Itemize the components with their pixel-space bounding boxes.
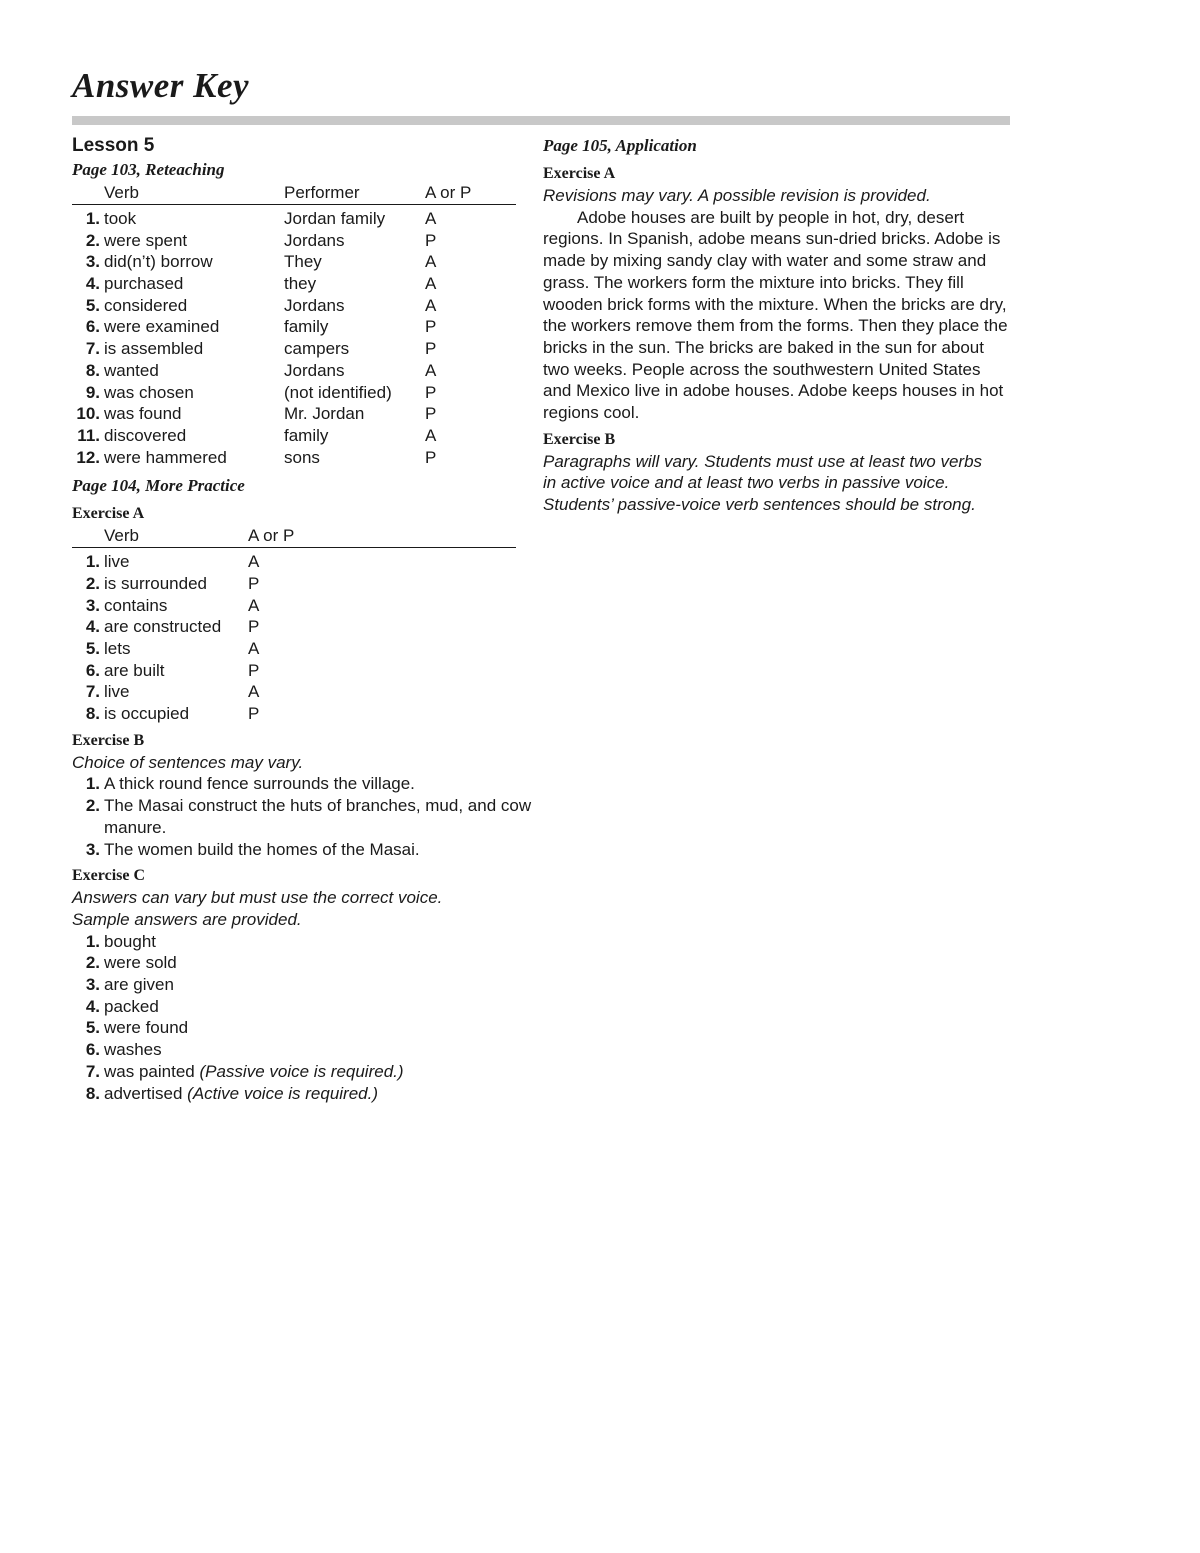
item-text: advertised [104, 1083, 183, 1103]
table-row [72, 382, 542, 404]
item-number: 3. [85, 975, 100, 995]
list-item [72, 1061, 542, 1083]
table-row [72, 208, 542, 230]
table-row [72, 273, 542, 295]
item-number: 3. [85, 595, 100, 615]
list-item [72, 1083, 542, 1105]
performer-cell: family [284, 425, 329, 445]
performer-cell: (not identified) [284, 382, 392, 402]
voice-cell: P [248, 660, 260, 680]
verb-cell: were examined [104, 317, 220, 337]
table-row [72, 425, 542, 447]
item-number: 1. [85, 209, 100, 228]
app-exercise-b-note: Paragraphs will vary. Students must use at least two verbs in active voice and at least two verbs in passive voice. Students’ passive-voice verb sentences should be strong. [543, 451, 983, 515]
voice-cell: A [425, 425, 437, 445]
performer-cell: Jordan family [284, 209, 386, 228]
table-row [72, 403, 542, 425]
exercise-b-note: Choice of sentences may vary. [72, 752, 304, 772]
list-item [72, 1039, 542, 1061]
item-number: 5. [85, 639, 100, 658]
voice-cell: A [248, 595, 260, 615]
item-text: The women build the homes of the Masai. [104, 839, 420, 859]
exercise-b-list [72, 773, 542, 860]
verb-cell: did(n’t) borrow [104, 252, 213, 272]
table-row [72, 595, 542, 617]
item-number: 2. [85, 573, 100, 593]
app-exercise-b-heading: Exercise B [543, 430, 616, 448]
exercise-c-note: Answers can vary but must use the correct voice. Sample answers are provided. [72, 888, 443, 929]
verb-cell: are constructed [104, 617, 222, 637]
exercise-c-heading: Exercise C [72, 867, 146, 885]
reteaching-heading: Page 103, Reteaching [72, 160, 225, 179]
item-number: 2. [85, 953, 100, 973]
exercise-a-table-body [72, 551, 542, 725]
verb-cell: purchased [104, 274, 184, 294]
voice-cell: P [425, 339, 437, 359]
item-text: packed [104, 996, 159, 1016]
item-text: bought [104, 931, 156, 951]
table-row [72, 551, 542, 573]
performer-cell: they [284, 274, 317, 294]
voice-cell: P [248, 704, 260, 724]
list-item [72, 773, 542, 795]
verb-cell: were spent [104, 230, 188, 250]
voice-cell: A [425, 252, 437, 272]
item-text: A thick round fence surrounds the village. [104, 774, 415, 794]
list-item [72, 952, 542, 974]
voice-cell: A [425, 209, 437, 228]
item-note: (Active voice is required.) [187, 1083, 379, 1103]
exercise-c-list [72, 931, 542, 1105]
verb-cell: was chosen [104, 382, 194, 402]
exercise-b-heading: Exercise B [72, 731, 145, 749]
item-number: 6. [85, 660, 100, 680]
table-row [72, 230, 542, 252]
item-number: 7. [85, 339, 100, 359]
list-item [72, 974, 542, 996]
app-exercise-a-note: Revisions may vary. A possible revision is provided. [543, 186, 931, 205]
right-column [543, 134, 1013, 516]
verb-cell: wanted [104, 360, 159, 380]
voice-cell: A [248, 682, 260, 702]
exercise-a-table-header [72, 525, 516, 548]
item-number: 2. [85, 796, 100, 816]
voice-cell: P [248, 617, 260, 637]
item-text: were found [104, 1018, 189, 1038]
item-number: 8. [85, 1083, 100, 1103]
item-number: 12. [76, 447, 100, 467]
item-number: 11. [77, 425, 100, 445]
header-verb: Verb [104, 183, 139, 202]
left-column [72, 134, 542, 1104]
table-row [72, 360, 542, 382]
item-number: 7. [85, 1061, 100, 1081]
table-row [72, 251, 542, 273]
voice-cell: A [425, 295, 437, 315]
item-number: 5. [85, 1018, 100, 1038]
item-number: 6. [85, 317, 100, 337]
table-row [72, 703, 542, 725]
item-number: 10. [76, 404, 100, 424]
voice-cell: P [248, 573, 260, 593]
item-number: 7. [85, 682, 100, 702]
item-number: 1. [85, 552, 100, 572]
item-number: 3. [85, 839, 100, 859]
lesson-heading: Lesson 5 [72, 135, 155, 156]
header-performer: Performer [284, 183, 360, 202]
performer-cell: Jordans [284, 295, 345, 315]
item-number: 3. [85, 252, 100, 272]
item-text: The Masai construct the huts of branches, mud, and cow manure. [104, 796, 532, 837]
table-row [72, 316, 542, 338]
item-text: washes [104, 1040, 162, 1060]
voice-cell: P [425, 447, 437, 467]
voice-cell: P [425, 230, 437, 250]
performer-cell: family [284, 317, 329, 337]
verb-cell: considered [104, 295, 188, 315]
list-item [72, 1017, 542, 1039]
voice-cell: A [248, 639, 260, 658]
verb-cell: is assembled [104, 339, 204, 359]
performer-cell: Jordans [284, 360, 345, 380]
table-row [72, 660, 542, 682]
table-row [72, 638, 542, 660]
application-heading: Page 105, Application [543, 136, 697, 155]
verb-cell: was found [104, 404, 182, 424]
item-number: 5. [85, 295, 100, 315]
verb-cell: discovered [104, 425, 187, 445]
verb-cell: is surrounded [104, 573, 208, 593]
item-note: (Passive voice is required.) [199, 1061, 404, 1081]
list-item [72, 795, 542, 838]
verb-cell: are built [104, 660, 165, 680]
voice-cell: A [248, 552, 260, 572]
table-row [72, 447, 542, 469]
item-number: 4. [85, 617, 100, 637]
voice-cell: P [425, 317, 437, 337]
item-number: 8. [85, 360, 100, 380]
verb-cell: live [104, 552, 130, 572]
list-item [72, 931, 542, 953]
header-verb: Verb [104, 526, 139, 546]
verb-cell: contains [104, 595, 168, 615]
voice-cell: A [425, 274, 437, 294]
title-rule [72, 116, 1010, 125]
item-text: are given [104, 975, 174, 995]
verb-cell: live [104, 682, 130, 702]
performer-cell: Jordans [284, 230, 345, 250]
verb-cell: were hammered [104, 447, 227, 467]
exercise-a-heading: Exercise A [72, 505, 145, 523]
verb-cell: is occupied [104, 704, 190, 724]
item-number: 4. [85, 996, 100, 1016]
item-text: was painted [104, 1061, 195, 1081]
item-number: 6. [85, 1040, 100, 1060]
table-row [72, 616, 542, 638]
app-exercise-a-paragraph: Adobe houses are built by people in hot, dry, desert regions. In Spanish, adobe means sun-dried bricks. Adobe is made by mixing sandy clay with water and some straw and grass. The workers form the mixture into bricks. They fill wooden brick forms with the mixture. When the bricks are dry, the workers remove them from the forms. Then they place the bricks in the sun. The bricks are baked in the sun for about two weeks. People across the southwestern United States and Mexico live in adobe houses. Adobe keeps houses in hot regions cool. [543, 207, 1008, 423]
item-text: were sold [104, 953, 177, 973]
verb-cell: lets [104, 639, 131, 658]
item-number: 1. [85, 774, 100, 794]
performer-cell: Mr. Jordan [284, 404, 365, 424]
item-number: 1. [85, 931, 100, 951]
item-number: 8. [85, 704, 100, 724]
performer-cell: sons [284, 447, 320, 467]
table-row [72, 295, 542, 317]
voice-cell: P [425, 382, 437, 402]
more-practice-heading: Page 104, More Practice [72, 476, 245, 496]
header-a-or-p: A or P [425, 183, 472, 202]
reteaching-table-body [72, 208, 542, 468]
voice-cell: A [425, 360, 437, 380]
app-exercise-a-heading: Exercise A [543, 165, 616, 182]
list-item [72, 996, 542, 1018]
performer-cell: They [284, 252, 322, 272]
table-row [72, 573, 542, 595]
page-title: Answer Key [72, 66, 250, 105]
header-a-or-p: A or P [248, 526, 295, 546]
verb-cell: took [104, 209, 137, 228]
item-number: 9. [85, 382, 100, 402]
list-item [72, 839, 542, 861]
table-row [72, 338, 542, 360]
performer-cell: campers [284, 339, 350, 359]
reteaching-table-header [72, 182, 516, 205]
item-number: 4. [85, 274, 100, 294]
voice-cell: P [425, 404, 437, 424]
table-row [72, 681, 542, 703]
item-number: 2. [85, 230, 100, 250]
